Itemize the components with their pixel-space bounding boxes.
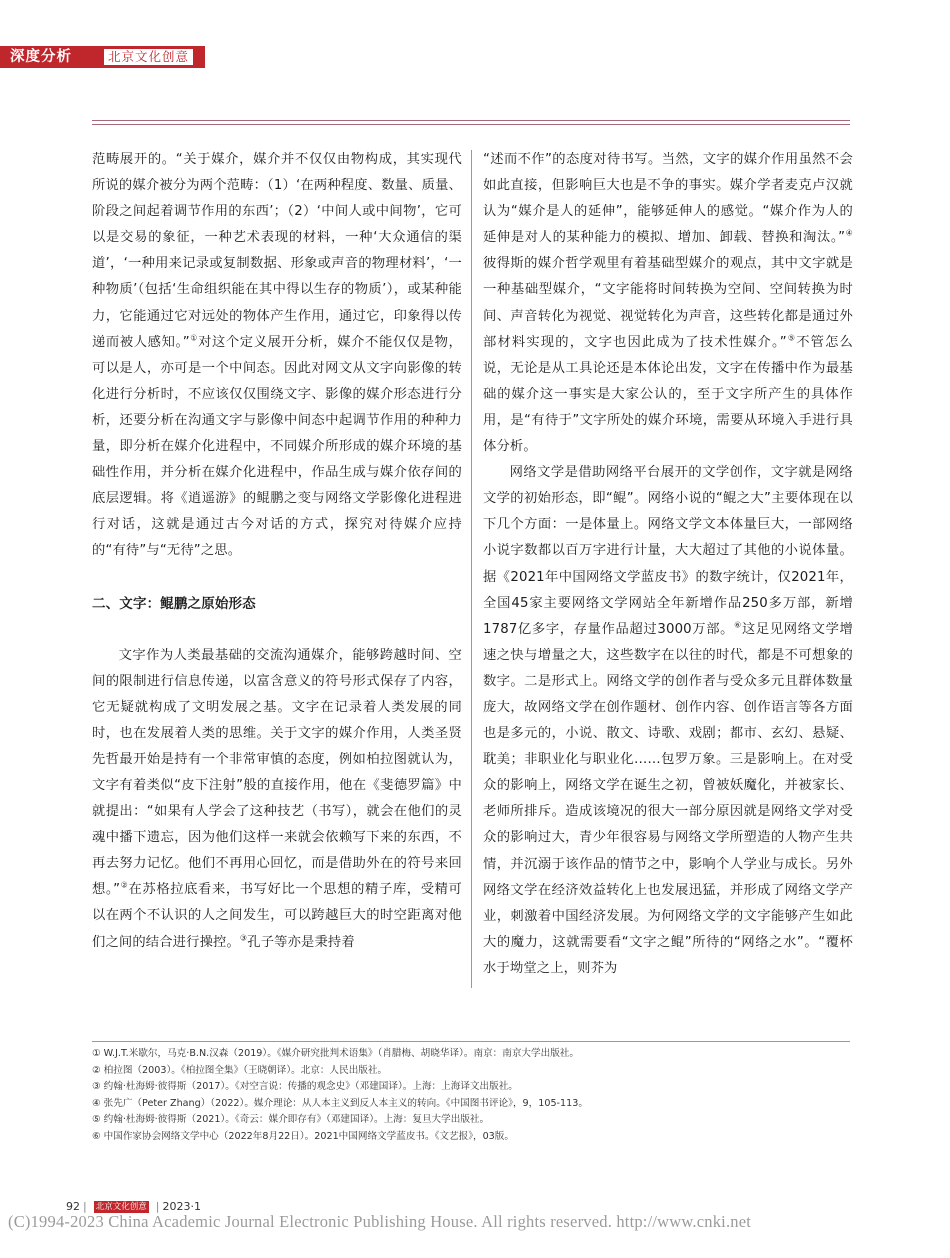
footnote-ref[interactable]: ②	[120, 880, 129, 890]
paragraph	[92, 147, 462, 565]
text-run: 孔子等亦是秉持着	[247, 934, 355, 950]
paragraph	[483, 147, 853, 460]
paragraph	[92, 643, 462, 956]
journal-brand: 北京文化创意	[95, 1202, 147, 1212]
column-label: 北京文化创意	[104, 49, 193, 65]
text-run: 彼得斯的媒介哲学观里有着基础型媒介的观点，其中文字就是一种基础型媒介，“文字能将时间转换为空间、空间转换为时间、声音转化为视觉、视觉转化为声音，这些转化都是通过外部材料实现的，文字也因此成为了技术性媒介。”	[483, 256, 853, 350]
footnote-ref[interactable]: ⑤	[786, 333, 797, 343]
footnote-rule	[92, 1041, 850, 1042]
spacer	[92, 565, 462, 591]
column-divider	[471, 150, 472, 988]
footnote-4: ④ 张先广（Peter Zhang）（2022）。媒介理论：从人本主义到反人本主义的转向。《中国图书评论》，9，105-113。	[92, 1097, 588, 1109]
footnote-6: ⑥ 中国作家协会网络文学中心（2022年8月22日）。2021中国网络文学蓝皮书。《文艺报》，03版。	[92, 1130, 514, 1142]
text-run: 对这个定义展开分析，媒介不能仅仅是物，可以是人，亦可是一个中间态。因此对网文从文字向影像的转化进行分析时，不应该仅仅围绕文字、影像的媒介形态进行分析，还要分析在沟通文字与影像中间态中起调节作用的种种力量，即分析在媒介化进程中，不同媒介所形成的媒介环境的基础性作用，并分析在媒介化进程中，作品生成与媒介依存间的底层逻辑。将《逍遥游》的鲲鹏之变与网络文学影像化进程进行对话，这就是通过古今对话的方式，探究对待媒介应持的“有待”与“无待”之思。	[92, 334, 462, 559]
text-run: 网络文学是借助网络平台展开的文学创作，文字就是网络文学的初始形态，即“鲲”。网络小说的“鲲之大”主要体现在以下几个方面：一是体量上。网络文学文本体量巨大，一部网络小说字数都以百万字进行计量，大大超过了其他的小说体量。据《2021年中国网络文学蓝皮书》的数字统计，仅2021年，全国45家主要网络文学网站全年新增作品250多万部，新增1787亿多字，存量作品超过3000万部。	[483, 465, 853, 637]
footnote-3: ③ 约翰·杜海姆·彼得斯（2017）。《对空言说：传播的观念史》（邓建国译）。上海：上海译文出版社。	[92, 1081, 518, 1092]
footnote-1: ① W.J.T.米歇尔，马克·B.N.汉森（2019）。《媒介研究批判术语集》（肖腊梅、胡晓华译）。南京：南京大学出版社。	[92, 1048, 579, 1059]
page-number: 92	[66, 1200, 80, 1213]
footnote-ref[interactable]: ⑥	[734, 620, 742, 630]
text-run: 在苏格拉底看来，书写好比一个思想的精子库，受精可以在两个不认识的人之间发生，可以跨越巨大的时空距离对他们之间的结合进行操控。	[92, 882, 462, 950]
paragraph	[483, 460, 853, 982]
folio-separator: |	[155, 1200, 160, 1213]
footnotes	[92, 1046, 850, 1145]
spacer	[92, 617, 462, 643]
copyright-watermark: (C)1994-2023 China Academic Journal Electronic Publishing House. All rights reserved. http://www.cnki.net	[8, 1212, 752, 1231]
text-run: 范畴展开的。“关于媒介，媒介并不仅仅由物构成，其实现代所说的媒介被分为两个范畴：（1）‘在两种程度、数量、质量、阶段之间起着调节作用的东西’；（2）‘中间人或中间物’，它可以是交易的象征，一种艺术表现的材料，一种‘大众通信的渠道’，‘一种用来记录或复制数据、形象或声音的物理材料’，‘一种物质’（包括‘生命组织能在其中得以生存的物质’），或某种能力，它能通过它对远处的物体产生作用，通过它，印象得以传递而被人感知。”	[92, 152, 462, 350]
footnote-ref[interactable]: ③	[239, 933, 248, 943]
header-rule-bottom	[92, 124, 850, 125]
section-heading: 二、文字：鲲鹏之原始形态	[92, 595, 256, 612]
footnote-2: ② 柏拉图（2003）。《柏拉图全集》（王晓朝译）。北京：人民出版社。	[92, 1064, 388, 1076]
text-run: 不管怎么说，无论是从工具论还是本体论出发，文字在传播中作为最基础的媒介这一事实是大家公认的，至于文字所产生的具体作用，是“有待于”文字所处的媒介环境，需要从环境入手进行具体分析。	[483, 334, 854, 455]
footnote-ref[interactable]: ①	[189, 333, 199, 343]
footnote-ref[interactable]: ④	[845, 228, 853, 238]
text-run: “述而不作”的态度对待书写。当然，文字的媒介作用虽然不会如此直接，但影响巨大也是不争的事实。媒介学者麦克卢汉就认为“媒介是人的延伸”，能够延伸人的感觉。“媒介作为人的延伸是对人的某种能力的模拟、增加、卸载、替换和淘汰。”	[483, 152, 853, 246]
text-run: 文字作为人类最基础的交流沟通媒介，能够跨越时间、空间的限制进行信息传递，以富含意义的符号形式保存了内容，它无疑就构成了文明发展之基。文字在记录着人类发展的同时，也在发展着人类的思维。关于文字的媒介作用，人类圣贤先哲最开始是持有一个非常审慎的态度，例如柏拉图就认为，文字有着类似“皮下注射”般的直接作用，他在《斐德罗篇》中就提出：“如果有人学会了这种技艺（书写），就会在他们的灵魂中播下遗忘，因为他们这样一来就会依赖写下来的东西，不再去努力记忆。他们不再用心回忆，而是借助外在的符号来回想。”	[92, 647, 462, 898]
left-column	[92, 147, 462, 956]
text-run: 这足见网络文学增速之快与增量之大，这些数字在以往的时代，都是不可想象的数字。二是形式上。网络文学的创作者与受众多元且群体数量庞大，故网络文学在创作题材、创作内容、创作语言等各方面也是多元的，小说、散文、诗歌、戏剧；都市、玄幻、悬疑、耽美；非职业化与职业化……包罗万象。三是影响上。在对受众的影响上，网络文学在诞生之初，曾被妖魔化，并被家长、老师所排斥。造成该境况的很大一部分原因就是网络文学对受众的影响过大，青少年很容易与网络文学所塑造的人物产生共情，并沉溺于该作品的情节之中，影响个人学业与成长。另外网络文学在经济效益转化上也发展迅猛，并形成了网络文学产业，刺激着中国经济发展。为何网络文学的文字能够产生如此大的魔力，这就需要看“文字之鲲”所待的“网络之水”。“覆杯水于坳堂之上，则芥为	[483, 621, 853, 976]
right-column	[483, 147, 853, 982]
issue-number: 2023·1	[162, 1200, 201, 1213]
section-label: 深度分析	[10, 49, 72, 65]
header-rule-top	[92, 120, 850, 121]
folio-separator: |	[83, 1200, 87, 1213]
footnote-5: ⑤ 约翰·杜海姆·彼得斯（2021）。《奇云：媒介即存有》（邓建国译）。上海：复旦大学出版社。	[92, 1114, 490, 1125]
